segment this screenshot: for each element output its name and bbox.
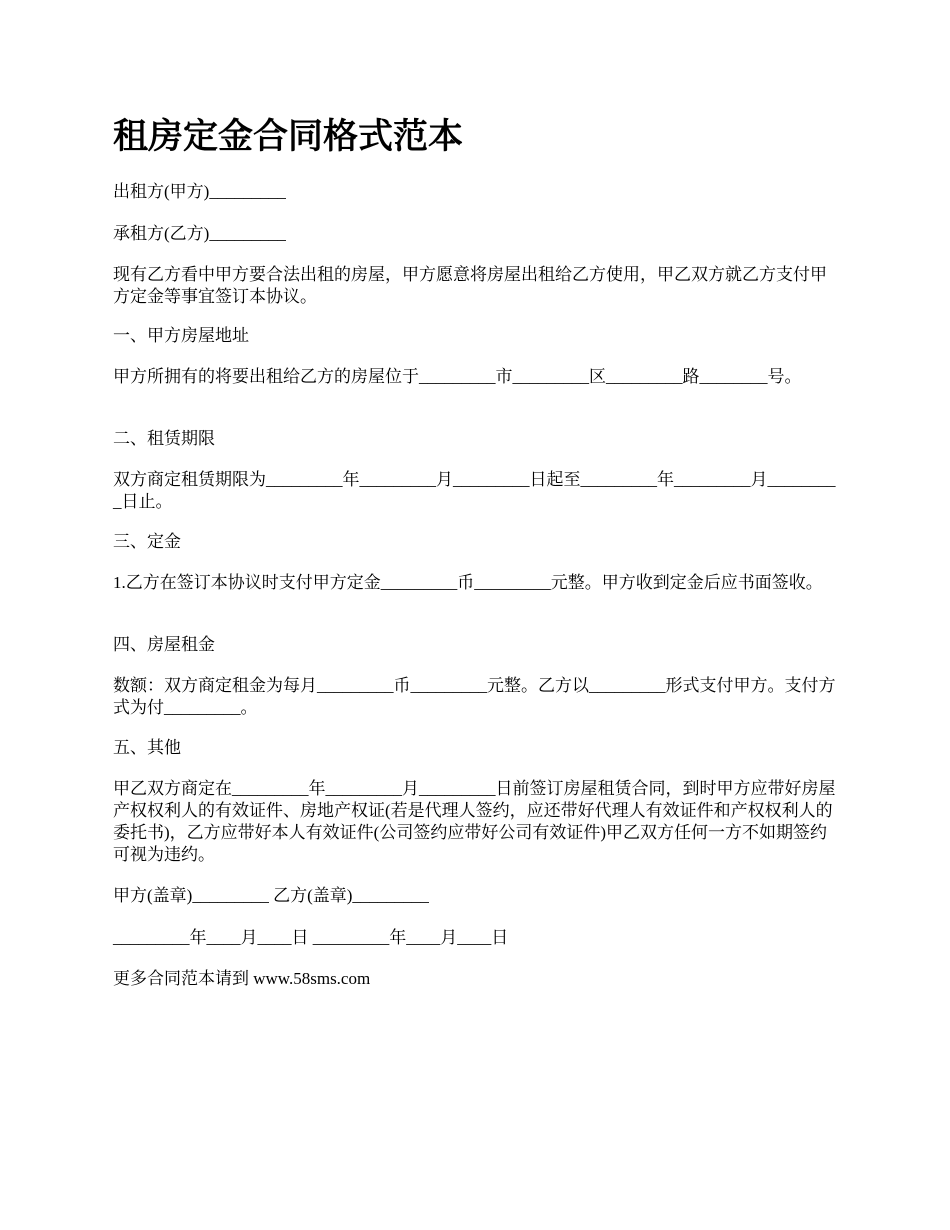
section-body: 甲方所拥有的将要出租给乙方的房屋位于_________市_________区_________路________号。 — [113, 367, 802, 386]
section-body: 双方商定租赁期限为_________年_________月_________日起至_________年_________月_________日止。 — [113, 470, 836, 511]
intro-paragraph: 现有乙方看中甲方要合法出租的房屋，甲方愿意将房屋出租给乙方使用，甲乙双方就乙方支付甲方定金等事宜签订本协议。 — [113, 265, 827, 306]
lessee-line: 承租方(乙方)_________ — [113, 224, 286, 243]
section-body: 甲乙双方商定在_________年_________月_________日前签订房屋租赁合同，到时甲方应带好房屋产权权利人的有效证件、房地产权证(若是代理人签约，应还带好代理人有效证件和产权权利人的委托书)，乙方应带好本人有效证件(公司签约应带好公司有效证件)甲乙双方任何一方不如期签约可视为违约。 — [113, 779, 836, 864]
section-heading: 四、房屋租金 — [113, 635, 215, 654]
lessor-line: 出租方(甲方)_________ — [113, 182, 286, 201]
section-heading: 五、其他 — [113, 738, 181, 757]
section-heading: 二、租赁期限 — [113, 429, 215, 448]
footer-link-text: 更多合同范本请到 www.58sms.com — [113, 969, 371, 988]
document-title: 租房定金合同格式范本 — [113, 116, 464, 157]
section-heading: 三、定金 — [113, 532, 181, 551]
date-line: _________年____月____日 _________年____月____日 — [113, 928, 509, 947]
section-body: 数额：双方商定租金为每月_________币_________元整。乙方以_________形式支付甲方。支付方式为付_________。 — [113, 676, 836, 717]
section-heading: 一、甲方房屋地址 — [113, 326, 249, 345]
section-body: 1.乙方在签订本协议时支付甲方定金_________币_________元整。甲方收到定金后应书面签收。 — [113, 573, 823, 592]
signature-line: 甲方(盖章)_________ 乙方(盖章)_________ — [113, 886, 429, 905]
